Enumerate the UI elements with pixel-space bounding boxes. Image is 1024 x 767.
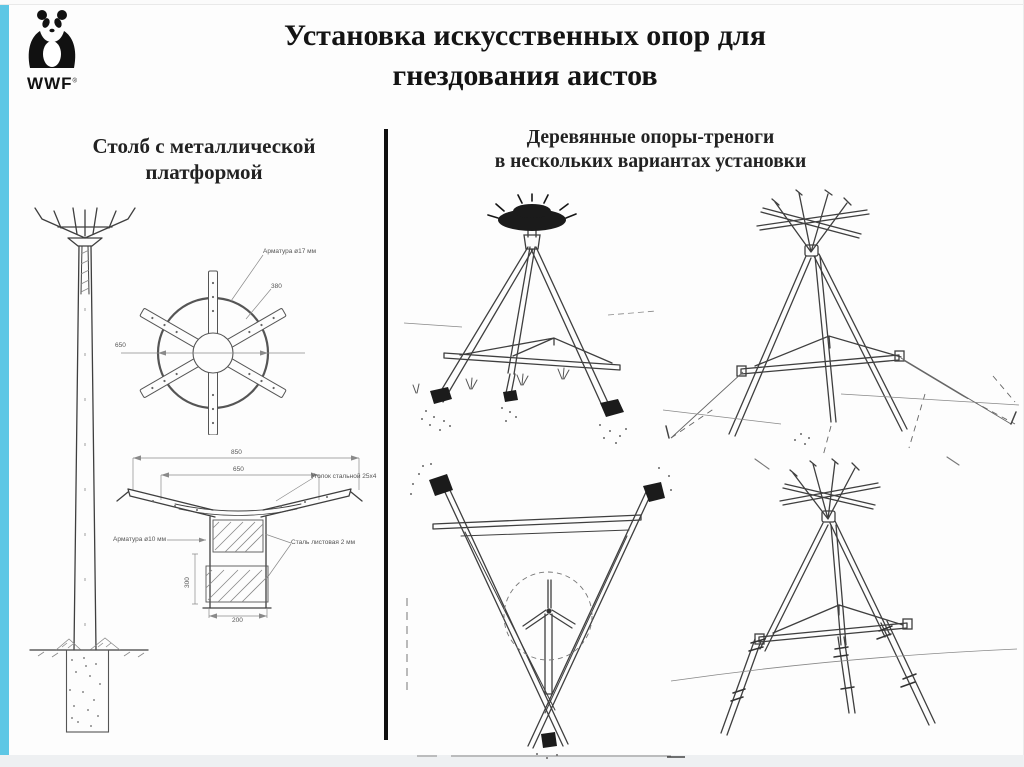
platform-cross-section-drawing [113, 448, 381, 626]
right-heading-line-1: Деревянные опоры-треноги [526, 127, 775, 148]
tripod-top-view-sketch [403, 458, 675, 760]
tripod-guyed-figure [663, 186, 1021, 464]
left-accent-stripe [0, 5, 9, 755]
tripod-spliced-legs-sketch [663, 453, 1021, 761]
tripod-top-view-figure [403, 458, 675, 760]
page-title [100, 16, 950, 95]
label-sheet-steel: Сталь листовая 2 мм [291, 539, 356, 546]
label-rebar-17: Арматура ø17 мм [263, 248, 317, 255]
label-rebar-10: Арматура ø10 мм [113, 536, 167, 543]
platform-top-view-drawing [113, 243, 380, 435]
tripod-spliced-legs-figure [663, 453, 1021, 761]
platform-top-view-sketch [113, 243, 380, 435]
tripod-with-nest-sketch [404, 193, 660, 455]
left-heading-line-1: Столб с металлической [92, 134, 316, 158]
left-section-heading [18, 133, 390, 186]
section-divider [384, 129, 388, 740]
right-heading-line-2: в нескольких вариантах установки [494, 151, 807, 173]
wwf-logo-text: WWF [27, 74, 73, 93]
tripod-with-nest-figure [404, 193, 660, 455]
label-dim-650-section: 650 [233, 466, 244, 473]
label-dim-380: 380 [271, 283, 282, 290]
wwf-panda-icon [16, 8, 88, 70]
tripod-guyed-sketch [663, 186, 1021, 464]
label-angle-steel: Уголок стальной 25х4 [311, 473, 377, 480]
wwf-logo [16, 8, 88, 94]
slide-top-edge [0, 0, 1024, 5]
label-dim-300: 300 [184, 577, 191, 588]
title-line-1: Установка искусственных опор для [284, 19, 766, 52]
right-section-heading [398, 126, 903, 175]
label-dim-650-topview: 650 [115, 342, 126, 349]
title-line-2: гнездования аистов [392, 58, 658, 92]
label-dim-200: 200 [232, 617, 243, 624]
registered-mark: ® [72, 78, 77, 85]
label-dim-850: 850 [231, 449, 242, 456]
left-heading-line-2: платформой [145, 160, 263, 185]
